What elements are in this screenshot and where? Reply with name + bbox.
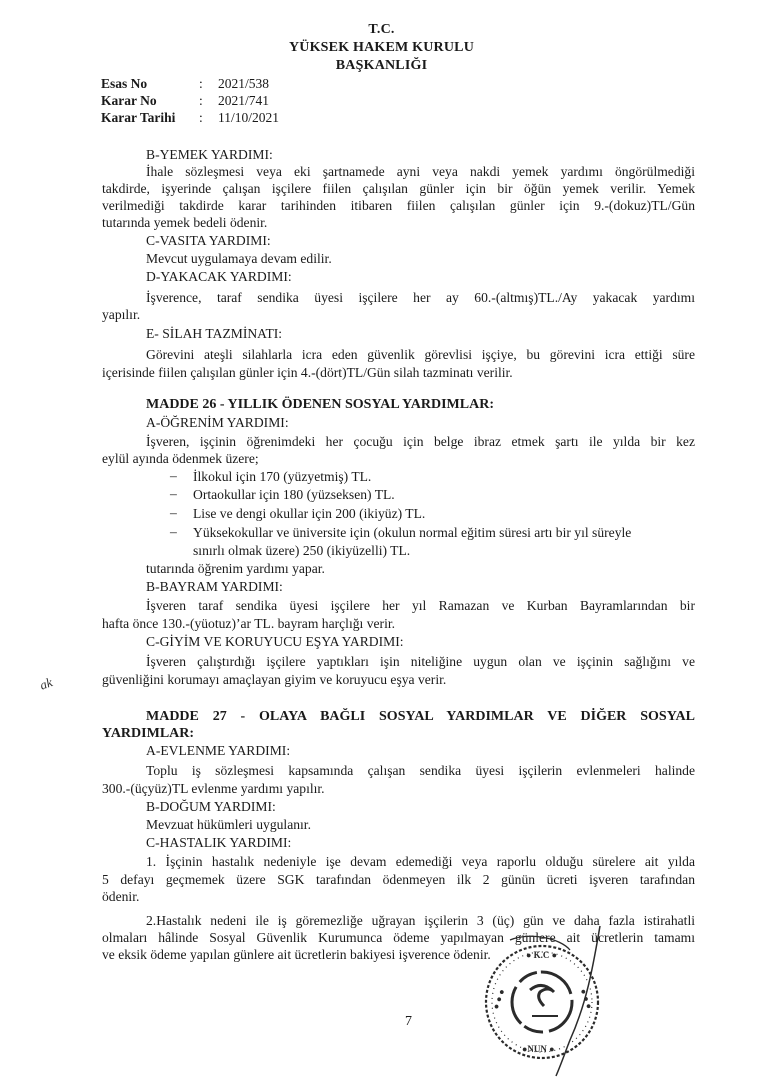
dogum-title: B-DOĞUM YARDIMI: [146, 799, 276, 814]
silah-line1: Görevini ateşli silahlarla icra eden güvenlik görevlisi işçiye, bu görevini icra ettiği süre [146, 347, 695, 362]
bayram-line2: hafta önce 130.-(yüotuz)’ar TL. bayram harçlığı verir. [102, 616, 396, 631]
giyim-line1: İşveren çalıştırdığı işçilere yaptıkları işin niteliğine uygun olan ve işçinin sağlığını ve [146, 654, 695, 669]
hastalik-2-line3: ve eksik ödeme yapılan günlere ait ücretlerin bakiyesi işverence ödenir. [102, 947, 491, 962]
svg-text:●NUN ●: ●NUN ● [522, 1044, 555, 1054]
yakacak-line2: yapılır. [102, 307, 141, 322]
list-item-lise: Lise ve dengi okullar için 200 (ikiyüz) TL. [193, 506, 426, 521]
madde27-title-line2: YARDIMLAR: [102, 726, 195, 741]
list-dash-3: – [170, 505, 177, 520]
list-item-universite: Yüksekokullar ve üniversite için (okulun normal eğitim süresi artı bir yıl süreyle [193, 525, 632, 540]
hastalik-2-line2: olmaları hâlinde Sosyal Güvenlik Kurumunca ödeme yapılmayan günlere ait ücretlerin tamamı [102, 930, 695, 945]
yemek-line2: takdirde, işyerinde çalışan işçilere fiilen çalışılan günler için bir öğün yemek verilir. Yemek [102, 181, 695, 196]
vasita-title: C-VASITA YARDIMI: [146, 233, 271, 248]
karar-label: Karar No [101, 93, 157, 108]
esas-value: 2021/538 [218, 76, 270, 91]
hastalik-2-line1: 2.Hastalık nedeni ile iş göremezliğe uğrayan işçilerin 3 (üç) gün ve daha fazla istirahatli [146, 913, 695, 928]
karar-value: 2021/741 [218, 93, 270, 108]
bayram-line1: İşveren taraf sendika üyesi işçilere her yıl Ramazan ve Kurban Bayramlarından bir [146, 598, 695, 613]
hastalik-1-line2: 5 defayı geçmemek üzere SGK tarafından ödenmeyen ilk 2 günün ücreti işveren tarafından [102, 872, 695, 887]
silah-line2: içerisinde fiilen çalışılan günler için 4.-(dört)TL/Gün silah tazminatı verilir. [102, 365, 513, 380]
header-tc: T.C. [368, 22, 395, 37]
official-seal-stamp [470, 920, 620, 1080]
esas-colon: : [199, 76, 203, 91]
svg-text:● ● ●: ● ● ● [490, 987, 507, 1011]
page-number: 7 [405, 1014, 412, 1029]
list-dash-1: – [170, 468, 177, 483]
yemek-line3: verilmediği takdirde karar tarihinden itibaren fiilen çalışılan günler için 9.-(dokuz)TL/Gün [102, 198, 695, 213]
karar-colon: : [199, 93, 203, 108]
header-court: YÜKSEK HAKEM KURULU [288, 40, 475, 55]
bayram-title: B-BAYRAM YARDIMI: [146, 579, 283, 594]
yemek-line4: tutarında yemek bedeli ödenir. [102, 215, 268, 230]
hastalik-1-line1: 1. İşçinin hastalık nedeniyle işe devam edemediği veya raporlu olduğu sürelere ait yılda [146, 854, 695, 869]
vasita-line1: Mevcut uygulamaya devam edilir. [146, 251, 332, 266]
tarih-value: 11/10/2021 [218, 110, 280, 125]
list-dash-2: – [170, 486, 177, 501]
dogum-line1: Mevzuat hükümleri uygulanır. [146, 817, 311, 832]
evlenme-line2: 300.-(üçyüz)TL evlenme yardımı yapılır. [102, 781, 325, 796]
hastalik-title: C-HASTALIK YARDIMI: [146, 835, 292, 850]
giyim-title: C-GİYİM VE KORUYUCU EŞYA YARDIMI: [146, 634, 404, 649]
madde26-title: MADDE 26 - YILLIK ÖDENEN SOSYAL YARDIMLAR: [146, 397, 494, 412]
yemek-line1: İhale sözleşmesi veya eki şartnamede ayni veya nakdi yemek yardımı öngörülmediği [146, 164, 695, 179]
margin-initials: ak [37, 674, 55, 693]
list-item-universite-cont: sınırlı olmak üzere) 250 (ikiyüzelli) TL. [193, 543, 411, 558]
yemek-title: B-YEMEK YARDIMI: [146, 147, 273, 162]
svg-text:● ● ●: ● ● ● [578, 987, 595, 1011]
giyim-line2: güvenliğini korumayı amaçlayan giyim ve koruyucu eşya verir. [102, 672, 447, 687]
silah-title: E- SİLAH TAZMİNATI: [146, 326, 283, 341]
evlenme-line1: Toplu iş sözleşmesi kapsamında çalışan sendika üyesi işçilerin evlenmeleri halinde [146, 763, 695, 778]
list-dash-4: – [170, 524, 177, 539]
hastalik-1-line3: ödenir. [102, 889, 140, 904]
ogrenim-line1: İşveren, işçinin öğrenimdeki her çocuğu için belge ibraz etmek şartı ile yılda bir kez [146, 434, 695, 449]
list-item-ortaokul: Ortaokullar için 180 (yüzseksen) TL. [193, 487, 395, 502]
svg-text:● K.C ●: ● K.C ● [526, 950, 558, 960]
evlenme-title: A-EVLENME YARDIMI: [146, 743, 291, 758]
ogrenim-title: A-ÖĞRENİM YARDIMI: [146, 415, 289, 430]
esas-label: Esas No [101, 76, 148, 91]
header-presidency: BAŞKANLIĞI [335, 58, 428, 73]
ogrenim-end: tutarında öğrenim yardımı yapar. [146, 561, 325, 576]
tarih-label: Karar Tarihi [101, 110, 176, 125]
yakacak-line1: İşverence, taraf sendika üyesi işçilere her ay 60.-(altmış)TL./Ay yakacak yardımı [146, 290, 695, 305]
list-item-ilkokul: İlkokul için 170 (yüzyetmiş) TL. [193, 469, 372, 484]
madde27-title-line1: MADDE 27 - OLAYA BAĞLI SOSYAL YARDIMLAR VE DİĞER SOSYAL [146, 709, 695, 724]
tarih-colon: : [199, 110, 203, 125]
ogrenim-line2: eylül ayında ödenmek üzere; [102, 451, 259, 466]
yakacak-title: D-YAKACAK YARDIMI: [146, 269, 292, 284]
